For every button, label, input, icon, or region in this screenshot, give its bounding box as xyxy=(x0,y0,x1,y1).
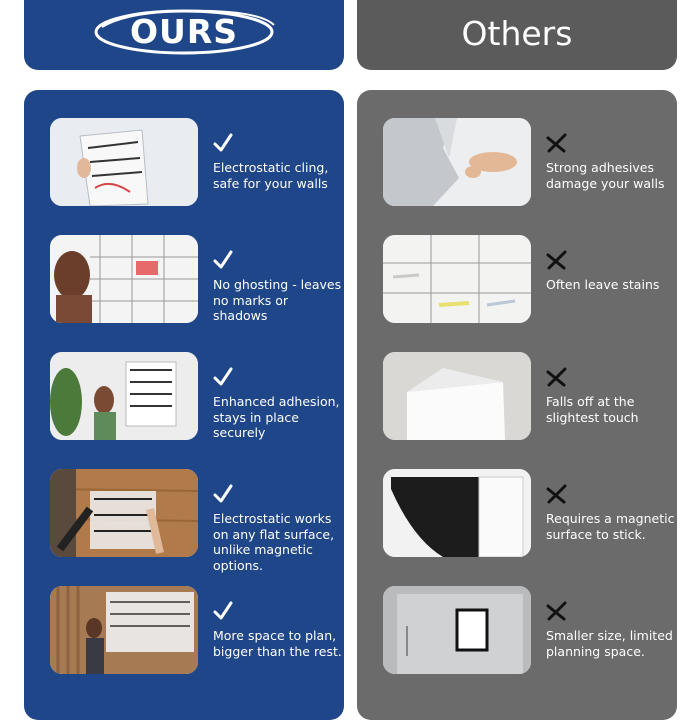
ours-panel xyxy=(24,90,344,720)
check-icon xyxy=(212,249,234,271)
ours-item xyxy=(24,235,344,325)
check-icon xyxy=(212,600,234,622)
ours-header xyxy=(24,0,344,70)
others-item xyxy=(357,235,677,325)
others-title: Others xyxy=(461,14,573,53)
check-icon xyxy=(212,132,234,154)
cross-icon xyxy=(545,366,567,388)
magnetic-sheet-curling-photo xyxy=(383,469,531,557)
whiteboard-sheet-peeling-photo xyxy=(50,118,198,206)
woman-at-wall-planner-photo xyxy=(50,352,198,440)
ours-caption: Electrostatic works on any flat surface, unlike magnetic options. xyxy=(213,511,335,573)
others-caption: Falls off at the slightest touch xyxy=(546,394,639,425)
check-icon xyxy=(212,366,234,388)
small-board-on-fridge-photo xyxy=(383,586,531,674)
ours-title: OURS xyxy=(129,12,239,51)
cross-icon xyxy=(545,132,567,154)
others-panel xyxy=(357,90,677,720)
ours-caption: Electrostatic cling, safe for your walls xyxy=(213,160,329,191)
ours-item xyxy=(24,118,344,208)
others-item xyxy=(357,352,677,442)
ours-item xyxy=(24,469,344,573)
ours-caption: No ghosting - leaves no marks or shadows xyxy=(213,277,342,323)
ours-caption: Enhanced adhesion, stays in place securely xyxy=(213,394,340,440)
others-caption: Smaller size, limited planning space. xyxy=(546,628,673,659)
cross-icon xyxy=(545,600,567,622)
woman-writing-on-planner-photo xyxy=(50,235,198,323)
cross-icon xyxy=(545,249,567,271)
others-header xyxy=(357,0,677,70)
others-caption: Strong adhesives damage your walls xyxy=(546,160,665,191)
others-caption: Requires a magnetic surface to stick. xyxy=(546,511,675,542)
ours-caption: More space to plan, bigger than the rest. xyxy=(213,628,342,659)
sheet-falling-off-wall-photo xyxy=(383,352,531,440)
stained-whiteboard-planner-photo xyxy=(383,235,531,323)
woman-with-large-planner-photo xyxy=(50,586,198,674)
others-item xyxy=(357,469,677,559)
cross-icon xyxy=(545,483,567,505)
others-item xyxy=(357,118,677,208)
hand-peeling-adhesive-sheet-photo xyxy=(383,118,531,206)
ours-item xyxy=(24,352,344,442)
ours-item xyxy=(24,586,344,676)
hands-applying-sheet-on-wood-photo xyxy=(50,469,198,557)
others-caption: Often leave stains xyxy=(546,277,660,292)
others-item xyxy=(357,586,677,676)
check-icon xyxy=(212,483,234,505)
